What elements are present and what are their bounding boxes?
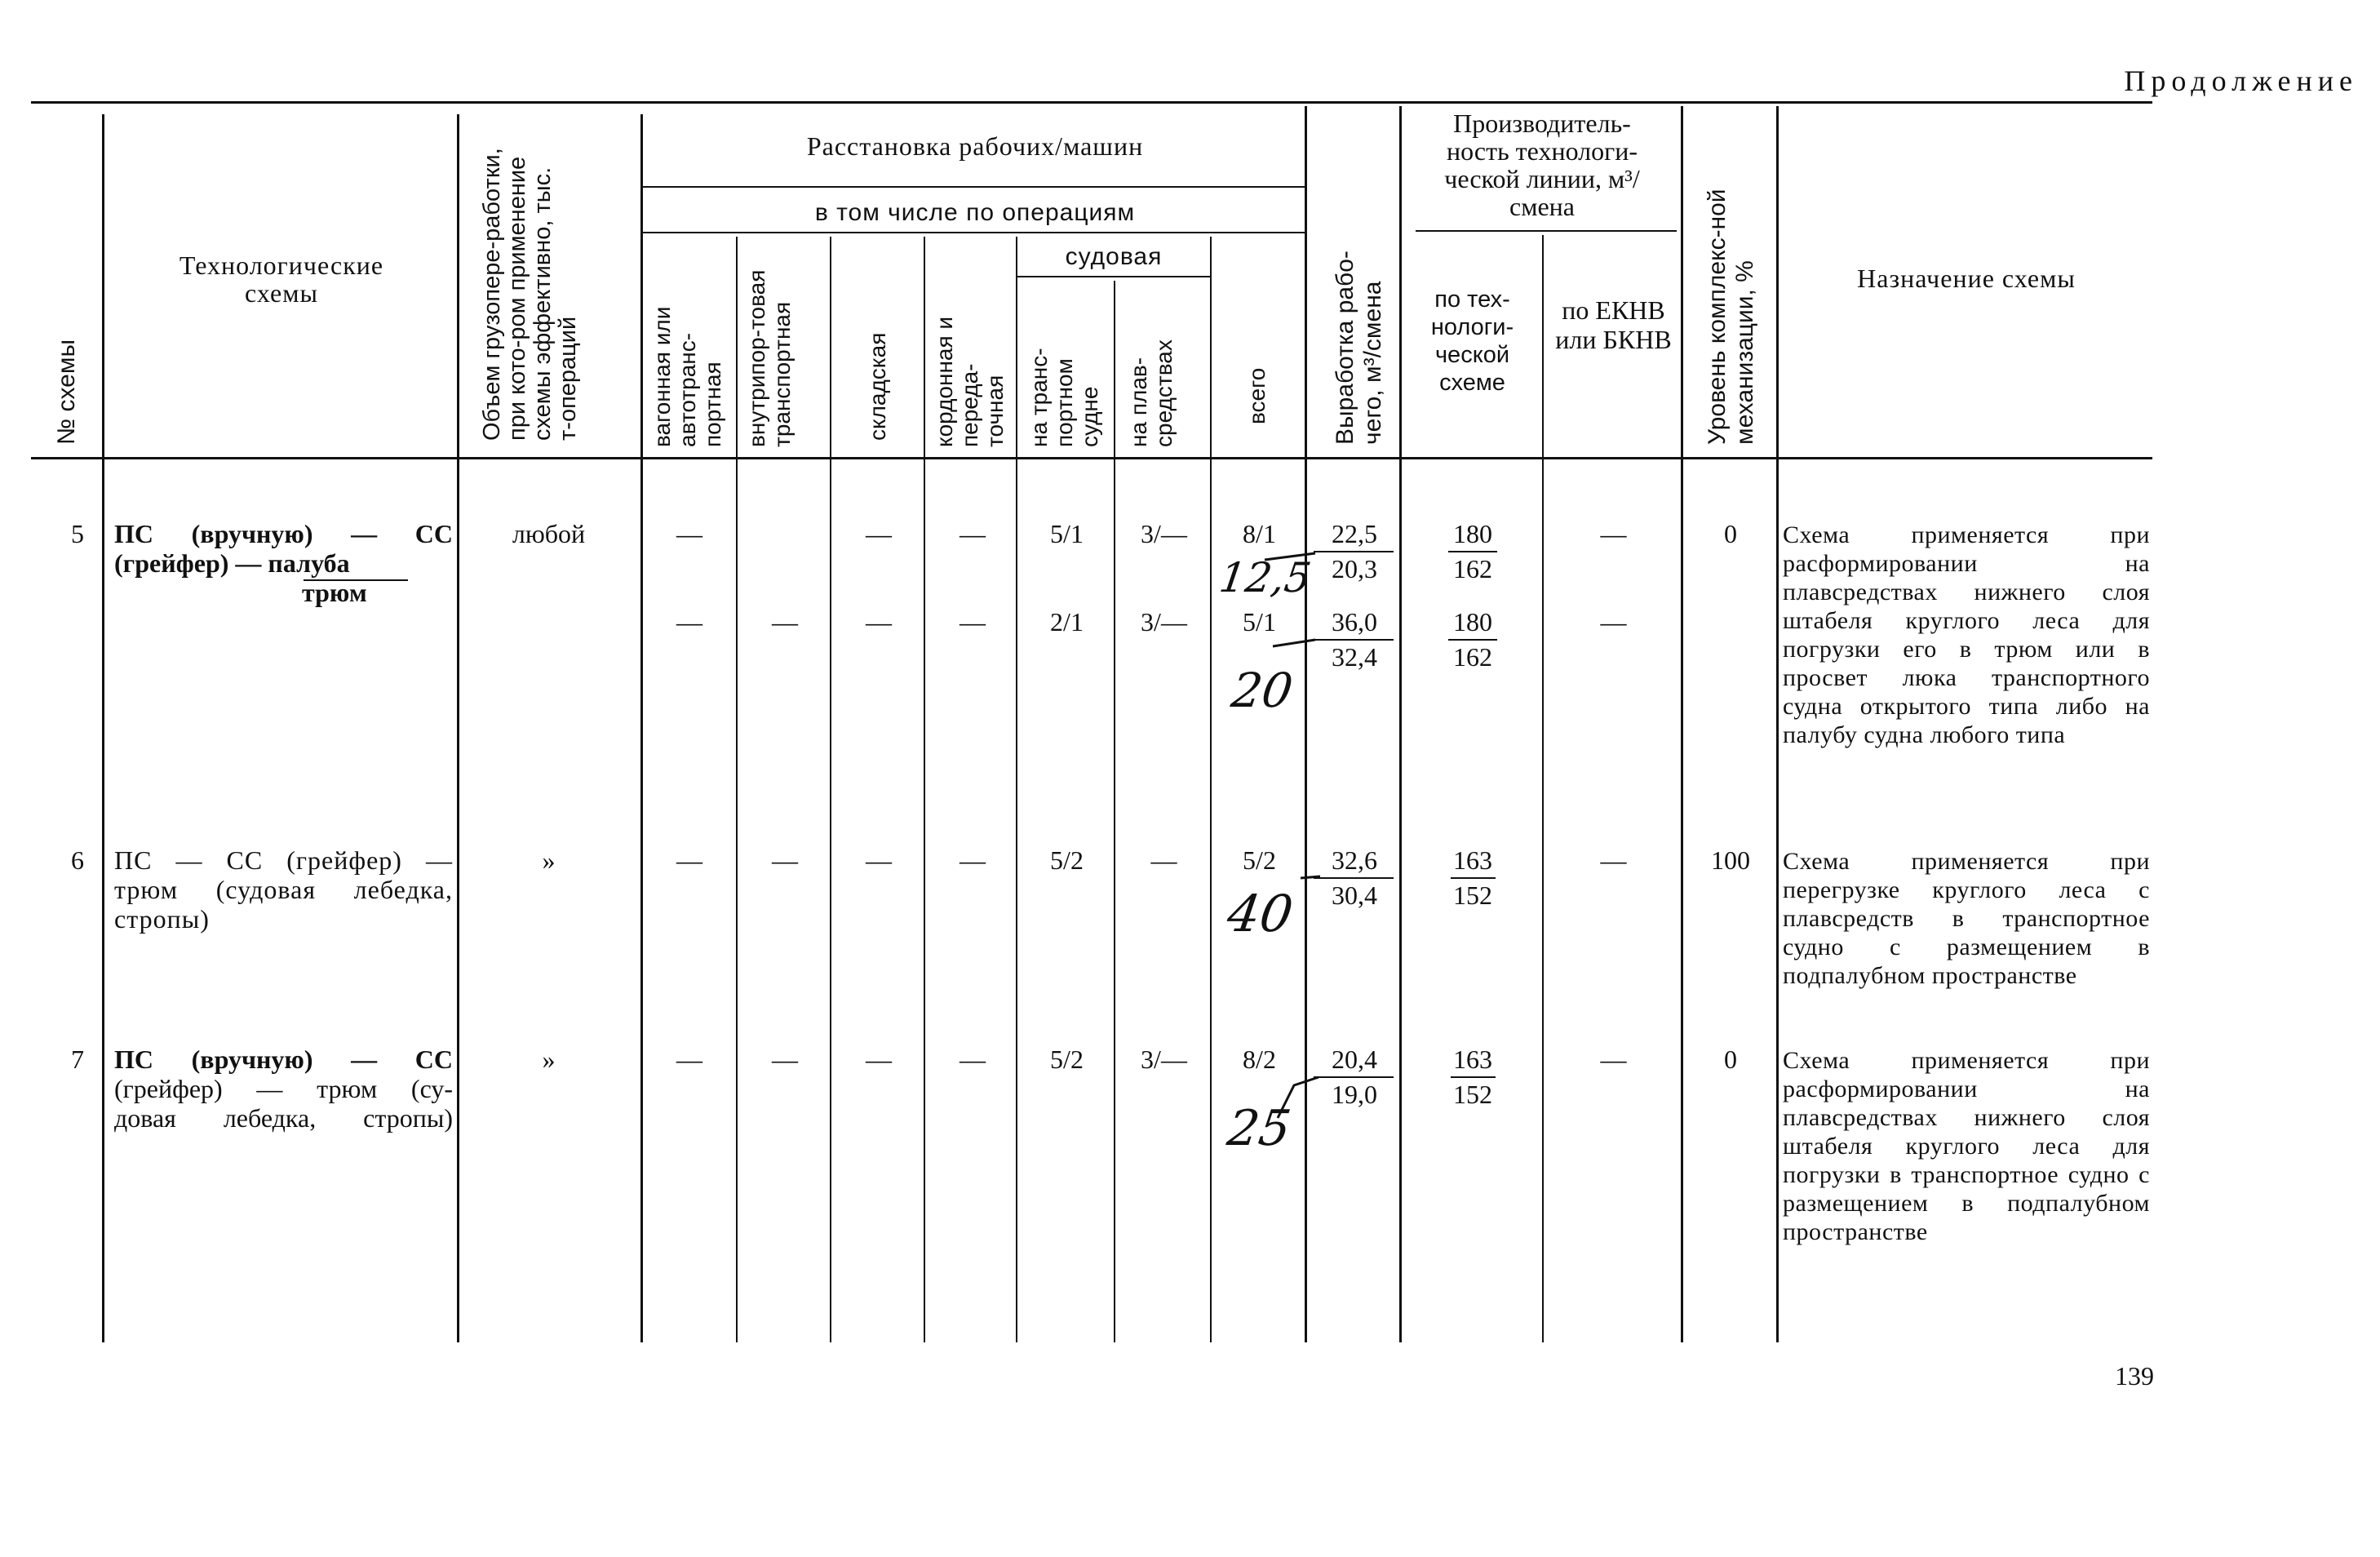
row5b-ship-transport: 2/1 xyxy=(1050,607,1084,637)
row5-tech: ПС (вручную) — СС (грейфер) — палуба трюм xyxy=(114,519,453,607)
row6-purpose: Схема применяется при перегрузке круглого леса с плавсредств в транспортное судно с размещением в подпалубном пространстве xyxy=(1783,848,2150,989)
row5a-prod-bot: 162 xyxy=(1453,554,1492,583)
ship-sub-rule xyxy=(1016,276,1210,277)
row6-num: 6 xyxy=(71,845,84,875)
row5a-ship-float: 3/— xyxy=(1141,519,1187,548)
row7-mech: 0 xyxy=(1724,1045,1737,1074)
row5-volume: любой xyxy=(512,519,586,548)
row7-num: 7 xyxy=(71,1045,84,1074)
row5b-output-bot: 32,4 xyxy=(1332,642,1377,672)
row6-ship-float: — xyxy=(1150,845,1177,875)
row6-prod-bot: 152 xyxy=(1453,881,1492,910)
row7-total: 8/2 xyxy=(1243,1045,1276,1074)
row7-prod-bar xyxy=(1451,1076,1496,1078)
row6-pen-mark xyxy=(1297,865,1322,881)
row5a-total: 8/1 xyxy=(1243,519,1276,548)
col-divider-10 xyxy=(1305,106,1307,1342)
row7-cordon: — xyxy=(960,1045,986,1074)
row5a-output-bar xyxy=(1314,551,1394,552)
productivity-sub-rule xyxy=(1416,230,1677,232)
header-bottom-rule xyxy=(31,457,2152,459)
col-header-cordon: кордонная и переда-точная xyxy=(932,316,1008,447)
row5-num: 5 xyxy=(71,519,84,548)
top-rule xyxy=(31,101,2152,104)
col-divider-13 xyxy=(1681,106,1683,1342)
col-header-placement: Расстановка рабочих/машин xyxy=(806,131,1144,161)
row7-prod-bot: 152 xyxy=(1453,1080,1492,1109)
col-header-tech: Технологические схемы xyxy=(179,251,384,308)
row5b-cordon: — xyxy=(960,607,986,637)
col-divider-3 xyxy=(640,114,643,1342)
row5a-mech: 0 xyxy=(1724,519,1737,548)
row6-output-bar xyxy=(1314,877,1394,879)
col-header-prod-eknv: по ЕКНВ или БКНВ xyxy=(1555,295,1672,354)
row5-handwritten-b: 20 xyxy=(1228,663,1296,718)
col-header-purpose: Назначение схемы xyxy=(1857,264,2076,293)
row5b-prod-top: 180 xyxy=(1453,607,1492,637)
row6-cordon: — xyxy=(960,845,986,875)
row5a-ship-transport: 5/1 xyxy=(1050,519,1084,548)
row6-volume: » xyxy=(542,845,556,875)
row5a-warehouse: — xyxy=(866,519,892,548)
row7-ship-float: 3/— xyxy=(1141,1045,1187,1074)
col-divider-5 xyxy=(830,237,831,1342)
row6-handwritten: 40 xyxy=(1223,884,1297,943)
col-header-warehouse: складская xyxy=(865,332,890,441)
row5b-output-top: 36,0 xyxy=(1332,607,1377,637)
row6-tech: ПС — СС (грейфер) — трюм (судовая лебедка, стропы) xyxy=(114,845,453,934)
row6-warehouse: — xyxy=(866,845,892,875)
row5-handwritten-a: 12,5 xyxy=(1216,554,1314,601)
row6-total: 5/2 xyxy=(1243,845,1276,875)
col-divider-2 xyxy=(457,114,459,1342)
col-header-ship-group: судовая xyxy=(1065,243,1163,270)
row6-prod-bar xyxy=(1451,877,1496,879)
col-header-incl-ops: в том числе по операциям xyxy=(814,199,1136,226)
row5a-cordon: — xyxy=(960,519,986,548)
col-header-output: Выработка рабо-чего, м³/смена xyxy=(1332,251,1386,445)
row5a-output-top: 22,5 xyxy=(1332,519,1377,548)
col-divider-8 xyxy=(1114,281,1115,1342)
row5b-wagon: — xyxy=(676,607,702,637)
row5b-prod-bar xyxy=(1448,639,1497,641)
placement-sub-rule xyxy=(640,186,1305,188)
ops-sub-rule xyxy=(640,232,1305,233)
row7-internal: — xyxy=(772,1045,798,1074)
row5b-output-bar xyxy=(1314,639,1394,641)
col-header-productivity: Производитель-ность технологи-ческой линии, м³/смена xyxy=(1444,109,1640,221)
row7-prod-top: 163 xyxy=(1453,1045,1492,1074)
row7-purpose: Схема применяется при расформировании на плавсредствах нижнего слоя штабеля круглого леса для погрузки в транспортное судно с размещением в подпалубном пространстве xyxy=(1783,1047,2150,1245)
col-header-prod-tech: по тех-нологи-ческой схеме xyxy=(1430,286,1514,396)
col-divider-4 xyxy=(736,237,738,1342)
row7-wagon: — xyxy=(676,1045,702,1074)
row5-purpose: Схема применяется при расформировании на плавсредствах нижнего слоя штабеля круглого леса для погрузки его в трюм или в просвет люка транспортного судна открытого типа либо на палубу судна любого типа xyxy=(1783,521,2150,748)
row5-tech-fraction-bar xyxy=(304,579,408,581)
row6-output-bot: 30,4 xyxy=(1332,881,1377,910)
col-divider-6 xyxy=(924,237,925,1342)
col-header-volume: Объем грузопере-работки, при кото-ром применение схемы эффективно, тыс. т-операций xyxy=(479,148,581,441)
row7-handwritten: 25 xyxy=(1224,1100,1295,1157)
row7-volume: » xyxy=(542,1045,556,1074)
row5b-prod-bot: 162 xyxy=(1453,642,1492,672)
row7-output-bot: 19,0 xyxy=(1332,1080,1377,1109)
row5b-total: 5/1 xyxy=(1243,607,1276,637)
row6-internal: — xyxy=(772,845,798,875)
page-number: 139 xyxy=(2115,1361,2154,1391)
row6-eknv: — xyxy=(1600,845,1627,875)
row5a-eknv: — xyxy=(1600,519,1627,548)
row6-prod-top: 163 xyxy=(1453,845,1492,875)
col-header-total: всего xyxy=(1244,367,1270,424)
col-header-wagon: вагонная или автотранс-портная xyxy=(649,306,725,447)
col-divider-9 xyxy=(1210,237,1212,1342)
row6-wagon: — xyxy=(676,845,702,875)
col-divider-7 xyxy=(1016,237,1017,1342)
row5b-ship-float: 3/— xyxy=(1141,607,1187,637)
col-divider-11 xyxy=(1399,106,1402,1342)
row7-output-top: 20,4 xyxy=(1332,1045,1377,1074)
row6-output-top: 32,6 xyxy=(1332,845,1377,875)
row7-warehouse: — xyxy=(866,1045,892,1074)
row5a-wagon: — xyxy=(676,519,702,548)
col-header-internal: внутрипор-товая транспортная xyxy=(744,269,795,447)
row7-eknv: — xyxy=(1600,1045,1627,1074)
col-header-num: № схемы xyxy=(53,339,80,445)
row5b-eknv: — xyxy=(1600,607,1627,637)
row5a-output-bot: 20,3 xyxy=(1332,554,1377,583)
row6-mech: 100 xyxy=(1711,845,1750,875)
col-header-ship-transport: на транс-портном судне xyxy=(1026,348,1102,447)
col-divider-1 xyxy=(102,114,104,1342)
row6-ship-transport: 5/2 xyxy=(1050,845,1084,875)
row5b-internal: — xyxy=(772,607,798,637)
row5b-warehouse: — xyxy=(866,607,892,637)
row7-tech: ПС (вручную) — СС (грейфер) — трюм (су- довая лебедка, стропы) xyxy=(114,1045,453,1133)
col-header-ship-float: на плав-средствах xyxy=(1126,339,1177,447)
row5a-prod-top: 180 xyxy=(1453,519,1492,548)
row7-output-bar xyxy=(1314,1076,1394,1078)
col-header-mech-level: Уровень комплекс-ной механизации, % xyxy=(1704,189,1758,445)
row7-ship-transport: 5/2 xyxy=(1050,1045,1084,1074)
col-divider-12 xyxy=(1542,235,1544,1342)
continued-label: Продолжение xyxy=(2124,64,2358,97)
row5a-prod-bar xyxy=(1448,551,1497,552)
